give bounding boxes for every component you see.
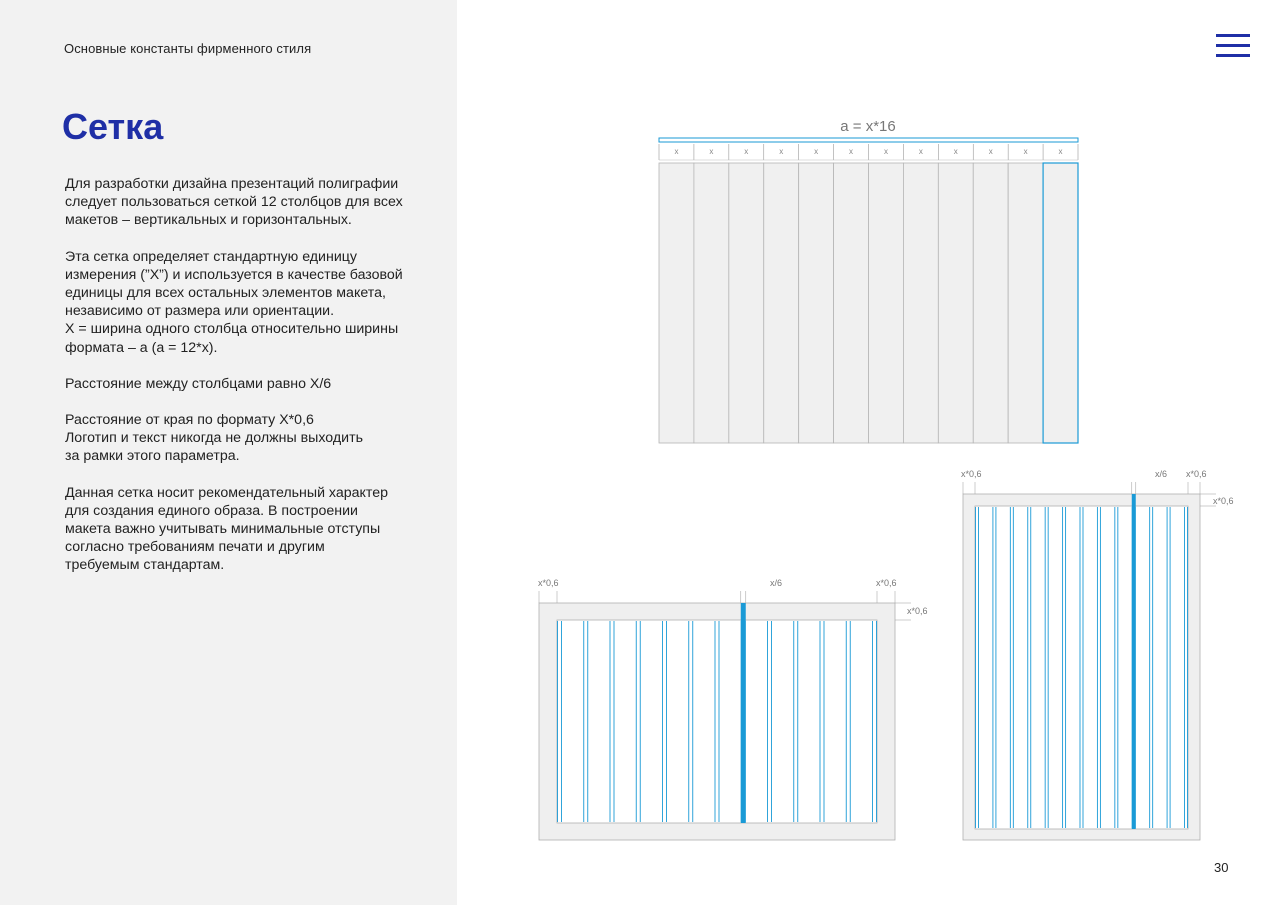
- column-label: x: [953, 147, 958, 156]
- grid-column: [1008, 163, 1043, 443]
- paragraph-line: единицы для всех остальных элементов макета,: [65, 285, 386, 302]
- grid-column: [903, 163, 938, 443]
- column-label: x: [988, 147, 993, 156]
- ver-margin-left-label: x*0,6: [961, 469, 982, 479]
- column-label: x: [709, 147, 714, 156]
- column-label: x: [814, 147, 819, 156]
- page-number: 30: [1214, 860, 1229, 875]
- paragraph-line: Логотип и текст никогда не должны выходить: [65, 430, 363, 447]
- grid-column: [694, 163, 729, 443]
- column-label: x: [779, 147, 784, 156]
- column-label: x: [674, 147, 679, 156]
- grid-column: [1043, 163, 1078, 443]
- column-grid-diagram: [659, 118, 1078, 443]
- paragraph-line: Эта сетка определяет стандартную единицу: [65, 248, 357, 265]
- column-label: x: [1058, 147, 1063, 156]
- paragraph-line: макетов – вертикальных и горизонтальных.: [65, 212, 352, 229]
- paragraph-line: измерения (”X”) и используется в качестве базовой: [65, 266, 403, 283]
- paragraph-line: для создания единого образа. В построении: [65, 502, 358, 519]
- grid-column: [834, 163, 869, 443]
- paragraph-line: согласно требованиям печати и другим: [65, 539, 325, 556]
- grid-column: [729, 163, 764, 443]
- paragraph-line: независимо от размера или ориентации.: [65, 303, 335, 320]
- paragraph-line: Расстояние между столбцами равно X/6: [65, 375, 332, 392]
- grid-column: [973, 163, 1008, 443]
- grid-column: [764, 163, 799, 443]
- layout-content-area: [975, 506, 1188, 829]
- section-label: Основные константы фирменного стиля: [64, 41, 312, 56]
- layout-content-area: [557, 620, 877, 823]
- grid-width-bar: [659, 138, 1078, 142]
- column-label: x: [1023, 147, 1028, 156]
- grid-column: [938, 163, 973, 443]
- column-label: x: [849, 147, 854, 156]
- ver-margin-top-label: x*0,6: [1213, 496, 1234, 506]
- column-label: x: [744, 147, 749, 156]
- hor-margin-right-label: x*0,6: [876, 578, 897, 588]
- column-label: x: [883, 147, 888, 156]
- paragraph-line: макета важно учитывать минимальные отступы: [65, 521, 381, 538]
- paragraph-line: требуемым стандартам.: [65, 557, 225, 574]
- horizontal-layout-diagram: [538, 578, 928, 840]
- grid-column: [799, 163, 834, 443]
- paragraph-line: X = ширина одного столбца относительно ширины: [65, 321, 399, 338]
- hor-margin-left-label: x*0,6: [538, 578, 559, 588]
- vertical-layout-diagram: [961, 469, 1234, 840]
- hor-margin-top-label: x*0,6: [907, 606, 928, 616]
- paragraph-line: Данная сетка носит рекомендательный характер: [65, 484, 389, 501]
- grid-column: [869, 163, 904, 443]
- paragraph-line: Для разработки дизайна презентаций полиграфии: [65, 176, 399, 192]
- highlighted-gutter: [1132, 494, 1136, 829]
- highlighted-gutter: [741, 603, 746, 823]
- grid-width-label: a = x*16: [840, 118, 896, 135]
- paragraph-line: формата – a (a = 12*x).: [65, 339, 218, 356]
- ver-gutter-label: x/6: [1155, 469, 1168, 479]
- paragraph-line: Расстояние от края по формату X*0,6: [65, 412, 314, 429]
- page-title: Сетка: [62, 106, 164, 147]
- grid-column: [659, 163, 694, 443]
- ver-margin-right-label: x*0,6: [1186, 469, 1207, 479]
- column-label: x: [918, 147, 923, 156]
- paragraph-line: следует пользоваться сеткой 12 столбцов для всех: [65, 194, 403, 211]
- paragraph-line: за рамки этого параметра.: [65, 448, 240, 465]
- hor-gutter-label: x/6: [770, 578, 783, 588]
